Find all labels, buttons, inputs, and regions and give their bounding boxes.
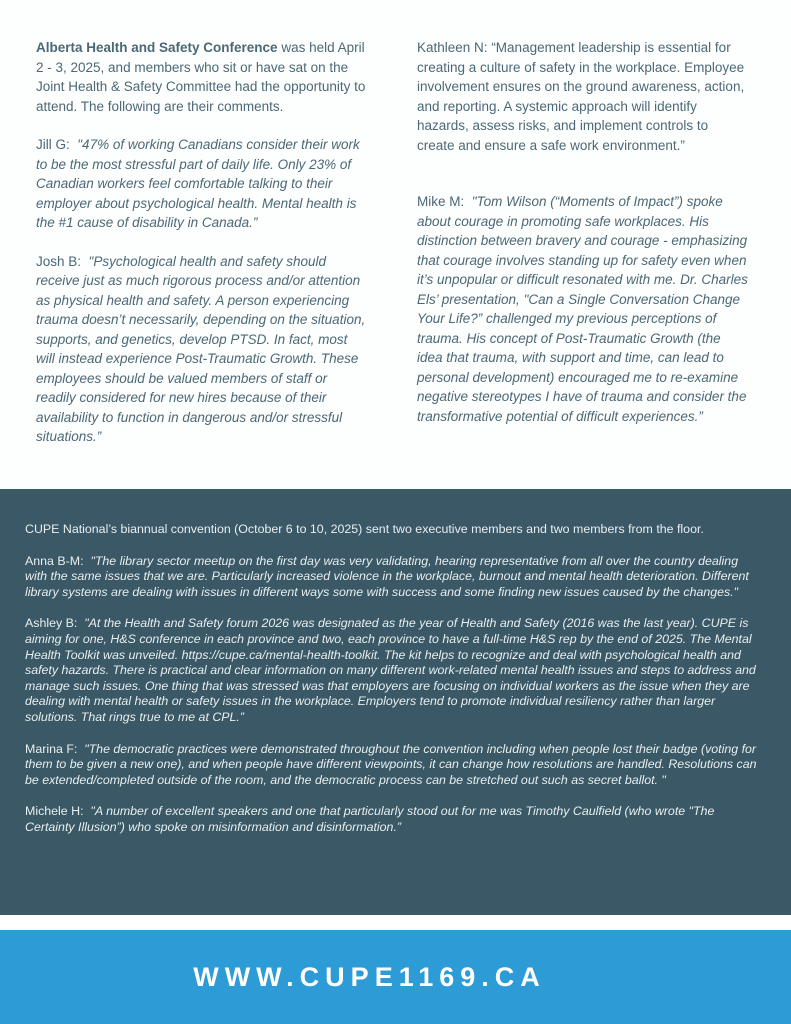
quote-michele-h xyxy=(25,804,761,835)
quote-text: "The library sector meetup on the first day was very validating, hearing representative from all over the country dealing with the same issues that we are. Particularly increased violence in the workplace, burnout and mental health deterioration. Different library systems are dealing with issues in different ways some with success and some finding new issues caused by the changes." xyxy=(25,553,749,599)
quote-text: “Management leadership is essential for creating a culture of safety in the workplace. Employee involvement ensures on the ground awareness, action, and reporting. A systemic approach will identify hazards, assess risks, and implement controls to create and ensure a safe work environment.” xyxy=(417,40,745,153)
footer-banner xyxy=(0,930,791,1024)
intro-paragraph xyxy=(36,38,367,116)
speaker-name: Michele H: xyxy=(25,804,84,819)
speaker-name: Josh B: xyxy=(36,253,82,269)
intro-text: was held April 2 - 3, 2025, and members who sit or have sat on the Joint Health & Safety Committee had the opportunity to attend. The following are their comments. xyxy=(36,40,366,114)
quote-josh-b xyxy=(36,252,367,447)
speaker-name: Mike M: xyxy=(417,194,465,209)
quote-text: "Tom Wilson (“Moments of Impact”) spoke about courage in promoting safe workplaces. His distinction between bravery and courage - emphasizing that courage involves standing up for safety even when it’s unpopular or difficult resonated with me. Dr. Charles Els’ presentation, "Can a Single Conversation Change Your Life?” challenged my previous perceptions of trauma. His concept of Post-Traumatic Growth (the idea that trauma, with support and time, can lead to personal development) encouraged me to re-examine negative stereotypes I have of trauma and consider the transformative potential of difficult experiences.” xyxy=(417,194,748,424)
divider-strip xyxy=(0,915,791,930)
convention-intro xyxy=(25,522,761,538)
quote-text: "Psychological health and safety should receive just as much rigorous process and/or attention as physical health and safety. A person experiencing trauma doesn’t necessarily, depending on the situation, supports, and genetics, develop PTSD. In fact, most will instead experience Post-Traumatic Growth. These employees should be valued members of staff or readily considered for new hires because of their availability to function in dangerous and/or stressful situations.” xyxy=(36,253,366,444)
quote-text: "The democratic practices were demonstrated throughout the convention including when people lost their badge (voting for them to be given a new one), and when people have different viewpoints, it can change how resolutions are handled. Resolutions can be extended/completed outside of the room, and the democratic process can be stretched out such as secret ballot. " xyxy=(25,741,757,787)
quote-ashley-b xyxy=(25,616,761,725)
quote-marina-f xyxy=(25,742,761,789)
speaker-name: Anna B-M: xyxy=(25,553,84,568)
speaker-name: Marina F: xyxy=(25,741,78,756)
convention-intro-text: CUPE National’s biannual convention (October 6 to 10, 2025) sent two executive members and two members from the floor. xyxy=(25,522,704,536)
convention-section xyxy=(0,489,791,915)
conference-title: Alberta Health and Safety Conference xyxy=(36,40,278,55)
quote-text: "A number of excellent speakers and one that particularly stood out for me was Timothy Caulfield (who wrote "The Certainty Illusion”) who spoke on misinformation and disinformation.” xyxy=(25,804,715,834)
quote-text: "47% of working Canadians consider their work to be the most stressful part of daily life. Only 23% of Canadian workers feel comfortable talking to their employer about psychological health. Mental health is the #1 cause of disability in Canada.” xyxy=(36,137,360,230)
right-column xyxy=(417,38,748,489)
speaker-name: Kathleen N: xyxy=(417,40,488,55)
quote-jill-g xyxy=(36,135,367,233)
speaker-name: Jill G: xyxy=(36,137,70,152)
speaker-name: Ashley B: xyxy=(25,616,78,631)
quote-mike-m xyxy=(417,192,748,426)
quote-anna-bm xyxy=(25,554,761,601)
website-url[interactable]: WWW.CUPE1169.CA xyxy=(193,961,546,992)
quote-kathleen-n xyxy=(417,38,748,155)
quote-text: "At the Health and Safety forum 2026 was designated as the year of Health and Safety (2016 was the last year). CUPE is aiming for one, H&S conference in each province and two, each province to have a full-time H&S rep by the end of 2025. The Mental Health Toolkit was unveiled. https://cupe.ca/mental-health-toolkit. The kit helps to recognize and deal with psychological health and safety hazards. There is practical and clear information on many different work-related mental health issues and steps to address and manage such issues. One thing that was stressed was that employers are focusing on individual workers as the issue when they are dealing with mental health or safety issues in the workplace. Employers tend to promote individual resiliency rather than larger solutions. That rings true to me at CPL.” xyxy=(25,616,756,724)
left-column xyxy=(36,38,367,489)
conference-comments-section xyxy=(0,0,791,489)
